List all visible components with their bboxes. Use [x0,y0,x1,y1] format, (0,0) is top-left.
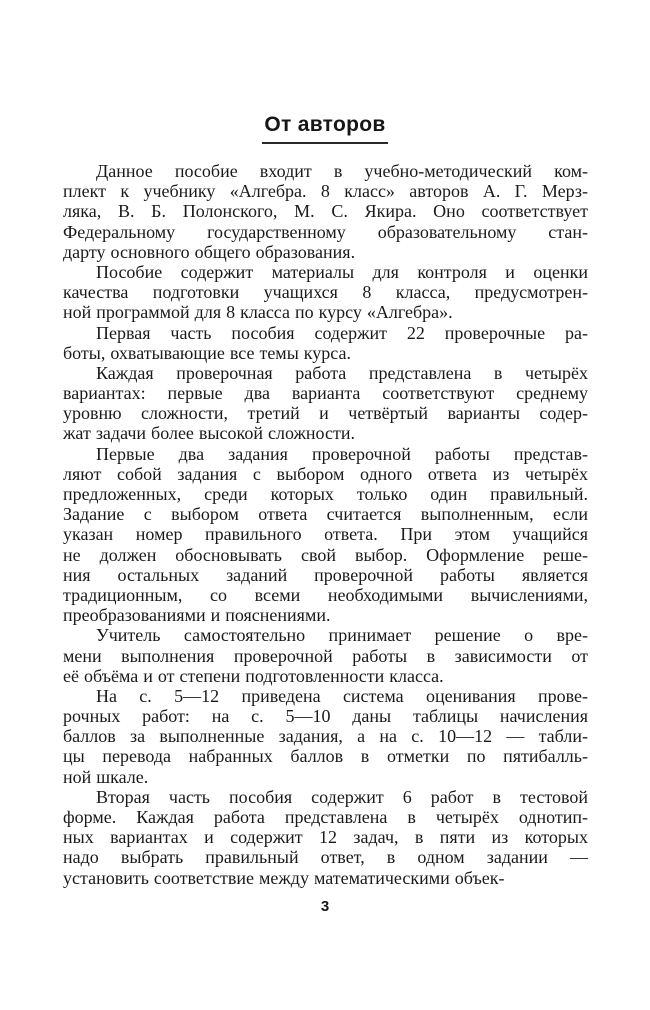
page-title: От авторов [262,113,387,144]
text-line: Федеральному государственному образовательному стан- [63,221,588,242]
text-line: установить соответствие между математическими объек- [63,867,505,888]
paragraph [63,686,588,787]
text-line: Учитель самостоятельно принимает решение о вре- [96,625,588,646]
text-line: Первая часть пособия содержит 22 проверочные ра- [96,322,588,343]
text-line: ляка, В. Б. Полонского, М. С. Якира. Оно соответствует [63,201,588,222]
text-line: не должен обосновывать свой выбор. Оформление реше- [63,544,588,565]
text-line: боты, охватывающие все темы курса. [63,342,351,363]
text-line: форме. Каждая работа представлена в четырёх однотип- [63,807,588,827]
text-line: качества подготовки учащихся 8 класса, предусмотрен- [63,282,588,303]
text-line: указан номер правильного ответа. При этом учащийся [63,524,588,545]
text-line: Каждая проверочная работа представлена в четырёх [96,362,588,383]
text-line: ляют собой задания с выбором одного ответа из четырёх [63,463,588,484]
text-line: ных вариантах и содержит 12 задач, в пяти из которых [63,827,588,848]
text-line: цы перевода набранных баллов в отметки по пятибалль- [63,746,588,767]
text-line: ния остальных заданий проверочной работы является [63,564,588,585]
text-line: Задание с выбором ответа считается выполненным, если [63,504,588,525]
text-line: рочных работ: на с. 5—10 даны таблицы начисления [63,706,588,727]
text-line: Вторая часть пособия содержит 6 работ в тестовой [96,786,588,807]
text-line: мени выполнения проверочной работы в зависимости от [63,645,588,666]
text-line: жат задачи более высокой сложности. [63,423,355,444]
text-line: ной программой для 8 класса по курсу «Алгебра». [63,302,453,323]
paragraph [63,787,588,888]
text-line: Первые два задания проверочной работы представ- [96,443,588,464]
text-line: уровню сложности, третий и четвёртый варианты содер- [63,403,588,424]
text-line: ной шкале. [63,766,149,787]
text-line: преобразованиями и пояснениями. [63,605,331,626]
paragraph [63,323,588,363]
text-line: Пособие содержит материалы для контроля и оценки [96,261,588,282]
paragraph [63,262,588,323]
text-line: надо выбрать правильный ответ, в одном задании — [63,847,588,868]
text-line: Данное пособие входит в учебно-методический ком- [96,161,588,181]
text-line: На с. 5—12 приведена система оценивания прове- [96,685,588,706]
text-line: вариантах: первые два варианта соответствуют среднему [63,383,588,404]
text-line: баллов за выполненные задания, а на с. 10—12 — табли- [63,726,588,747]
text-line: её объёма и от степени подготовленности класса. [63,665,444,686]
page-number: 3 [320,898,330,915]
text-line: предложенных, среди которых только один правильный. [63,484,588,504]
text-line: плект к учебнику «Алгебра. 8 класс» авторов А. Г. Мерз- [63,181,588,202]
text-line: традиционным, со всеми необходимыми вычислениями, [63,584,588,605]
body-text [63,161,588,888]
paragraph [63,161,588,262]
paragraph [63,625,588,686]
paragraph [63,444,588,626]
paragraph [63,363,588,444]
page-title-wrap [0,113,650,144]
text-line: дарту основного общего образования. [63,241,356,262]
